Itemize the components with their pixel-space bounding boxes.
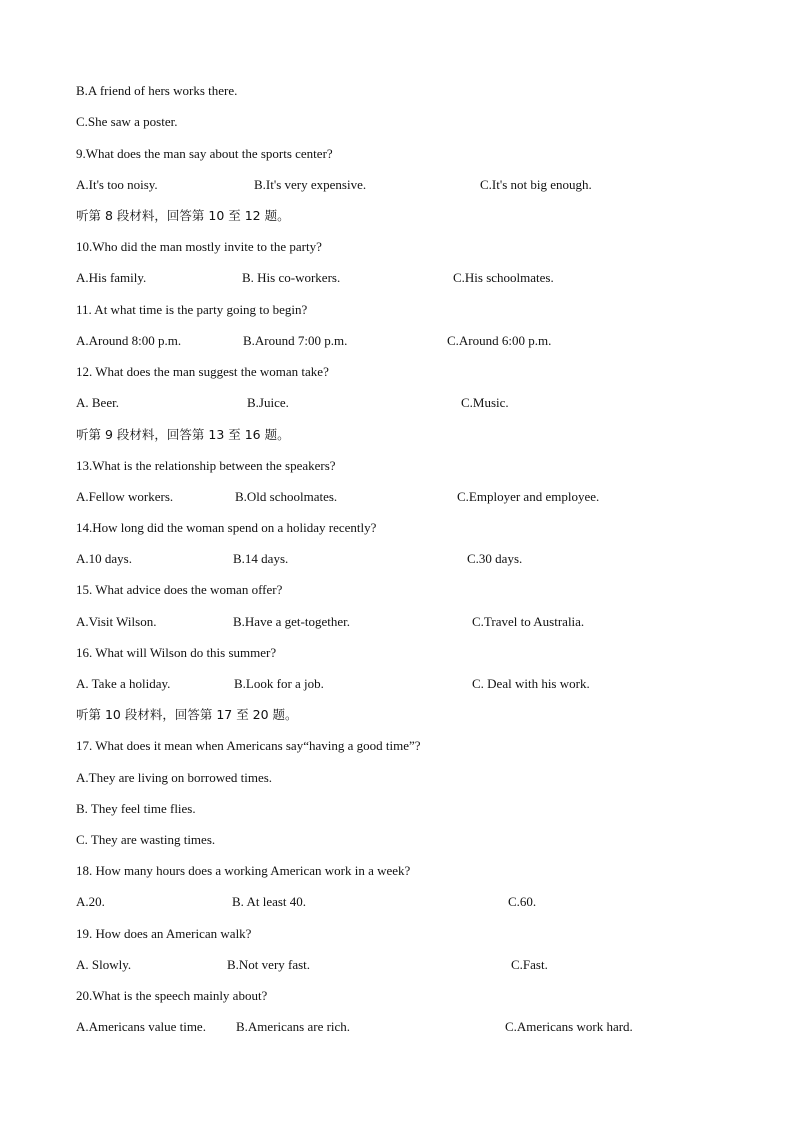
question-19: 19. How does an American walk? bbox=[76, 926, 252, 941]
option-12a: A. Beer. bbox=[76, 395, 119, 410]
option-19c: C.Fast. bbox=[511, 957, 548, 972]
option-15a: A.Visit Wilson. bbox=[76, 614, 157, 629]
question-13: 13.What is the relationship between the speakers? bbox=[76, 458, 336, 473]
option-11a: A.Around 8:00 p.m. bbox=[76, 333, 182, 348]
option-9a: A.It's too noisy. bbox=[76, 177, 158, 192]
option-17c: C. They are wasting times. bbox=[76, 832, 216, 847]
question-12: 12. What does the man suggest the woman take? bbox=[76, 364, 329, 379]
option-10c: C.His schoolmates. bbox=[453, 270, 554, 285]
option-16a: A. Take a holiday. bbox=[76, 676, 171, 691]
option-13c: C.Employer and employee. bbox=[457, 489, 600, 504]
option-11b: B.Around 7:00 p.m. bbox=[243, 333, 348, 348]
option-18b: B. At least 40. bbox=[232, 894, 307, 909]
option-14a: A.10 days. bbox=[76, 551, 132, 566]
option-18a: A.20. bbox=[76, 894, 105, 909]
option-15b: B.Have a get-together. bbox=[233, 614, 350, 629]
option-8c: C.She saw a poster. bbox=[76, 114, 178, 129]
option-15c: C.Travel to Australia. bbox=[472, 614, 585, 629]
option-12c: C.Music. bbox=[461, 395, 509, 410]
question-9: 9.What does the man say about the sports center? bbox=[76, 146, 333, 161]
option-10b: B. His co-workers. bbox=[242, 270, 341, 285]
option-13a: A.Fellow workers. bbox=[76, 489, 174, 504]
question-10: 10.Who did the man mostly invite to the party? bbox=[76, 239, 322, 254]
option-14b: B.14 days. bbox=[233, 551, 289, 566]
option-20c: C.Americans work hard. bbox=[505, 1019, 633, 1034]
option-12b: B.Juice. bbox=[247, 395, 289, 410]
option-17a: A.They are living on borrowed times. bbox=[76, 770, 273, 785]
option-16c: C. Deal with his work. bbox=[472, 676, 590, 691]
option-19a: A. Slowly. bbox=[76, 957, 132, 972]
option-9b: B.It's very expensive. bbox=[254, 177, 367, 192]
option-16b: B.Look for a job. bbox=[234, 676, 324, 691]
section-heading-10: 听第 10 段材料，回答第 17 至 20 题。 bbox=[76, 707, 298, 722]
option-14c: C.30 days. bbox=[467, 551, 523, 566]
question-15: 15. What advice does the woman offer? bbox=[76, 582, 283, 597]
question-11: 11. At what time is the party going to begin? bbox=[76, 302, 308, 317]
option-11c: C.Around 6:00 p.m. bbox=[447, 333, 552, 348]
question-20: 20.What is the speech mainly about? bbox=[76, 988, 268, 1003]
option-20a: A.Americans value time. bbox=[76, 1019, 206, 1034]
section-heading-9: 听第 9 段材料，回答第 13 至 16 题。 bbox=[76, 427, 290, 442]
option-17b: B. They feel time flies. bbox=[76, 801, 196, 816]
question-16: 16. What will Wilson do this summer? bbox=[76, 645, 277, 660]
option-10a: A.His family. bbox=[76, 270, 147, 285]
question-17: 17. What does it mean when Americans say“having a good time”? bbox=[76, 738, 421, 753]
question-18: 18. How many hours does a working American work in a week? bbox=[76, 863, 411, 878]
section-heading-8: 听第 8 段材料，回答第 10 至 12 题。 bbox=[76, 208, 290, 223]
option-13b: B.Old schoolmates. bbox=[235, 489, 338, 504]
option-20b: B.Americans are rich. bbox=[236, 1019, 351, 1034]
option-8b: B.A friend of hers works there. bbox=[76, 83, 238, 98]
option-19b: B.Not very fast. bbox=[227, 957, 311, 972]
question-14: 14.How long did the woman spend on a holiday recently? bbox=[76, 520, 377, 535]
option-18c: C.60. bbox=[508, 894, 537, 909]
option-9c: C.It's not big enough. bbox=[480, 177, 592, 192]
